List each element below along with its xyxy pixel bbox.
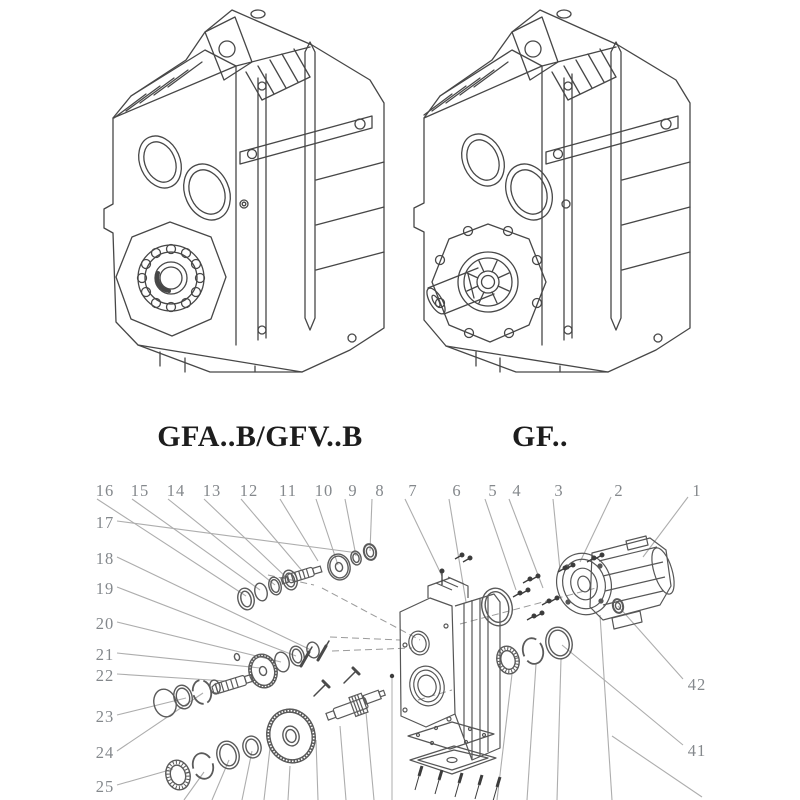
keys-and-pins	[301, 641, 394, 800]
callout-13: 13	[202, 480, 222, 500]
callout-1: 1	[692, 480, 702, 500]
callout-17: 17	[95, 512, 115, 532]
callout-12: 12	[239, 480, 259, 500]
callout-41: 41	[687, 740, 707, 760]
callout-11: 11	[279, 480, 297, 500]
callout-9: 9	[348, 480, 358, 500]
callout-4: 4	[512, 480, 522, 500]
motor-assembly	[549, 536, 679, 629]
callout-14: 14	[166, 480, 186, 500]
callout-10: 10	[314, 480, 334, 500]
callout-7: 7	[408, 480, 418, 500]
callout-18: 18	[95, 548, 115, 568]
callout-15: 15	[130, 480, 150, 500]
callout-6: 6	[452, 480, 462, 500]
callout-2: 2	[614, 480, 624, 500]
gearbox-left-drawing	[104, 10, 384, 372]
callout-19: 19	[95, 578, 115, 598]
callout-16: 16	[95, 480, 115, 500]
callout-21: 21	[95, 644, 115, 664]
callout-24: 24	[95, 742, 115, 762]
exploded-view-drawing	[97, 497, 702, 800]
callout-22: 22	[95, 665, 115, 685]
output-shaft	[324, 686, 389, 726]
caption-left-model: GFA..B/GFV..B	[157, 420, 363, 453]
callout-20: 20	[95, 613, 115, 633]
callout-3: 3	[554, 480, 564, 500]
callout-8: 8	[375, 480, 385, 500]
intermediate-shaft	[211, 673, 253, 695]
callout-23: 23	[95, 706, 115, 726]
callout-5: 5	[488, 480, 498, 500]
fastener-bolts	[415, 553, 604, 800]
callout-25: 25	[95, 776, 115, 796]
gearbox-right-drawing	[414, 10, 690, 372]
callout-42: 42	[687, 674, 707, 694]
caption-right-model: GF..	[512, 420, 568, 453]
